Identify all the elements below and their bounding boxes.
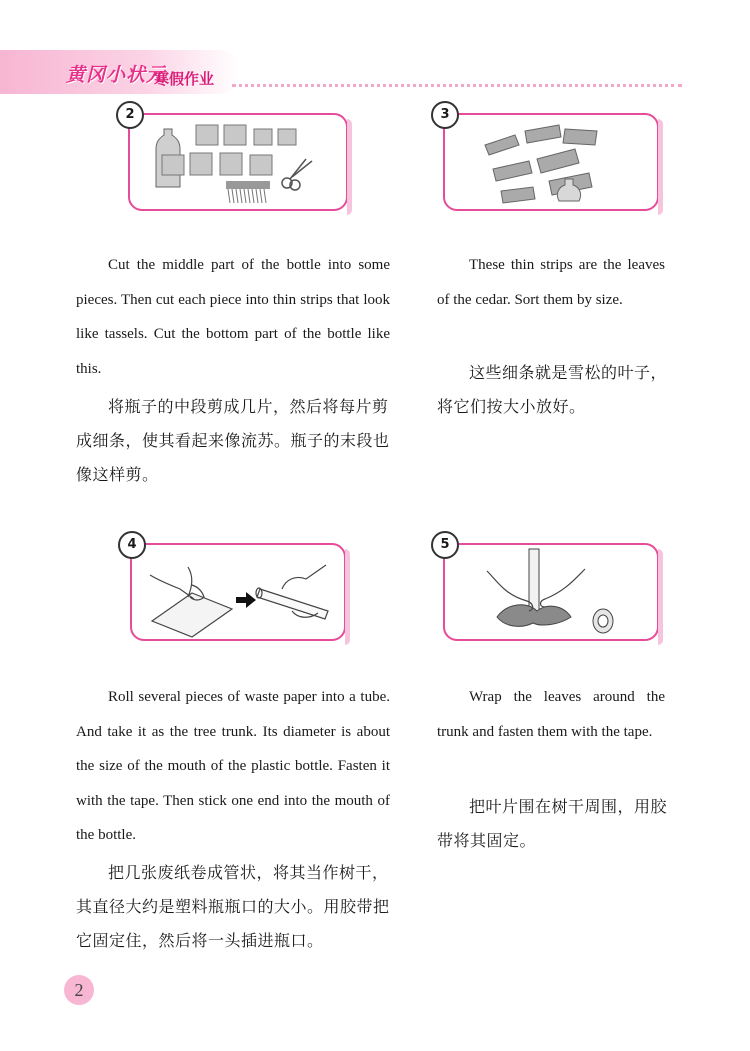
brand-logo: 黄冈小状元: [66, 64, 167, 86]
step-5-english-text: Wrap the leaves around the trunk and fasten them with the tape.: [437, 689, 665, 740]
step-4-chinese-text: 把几张废纸卷成管状，将其当作树干，其直径大约是塑料瓶瓶口的大小。用胶带把它固定住，然后将一头插进瓶口。: [76, 863, 390, 950]
rolling-paper-illustration: [132, 545, 344, 639]
step-2-english-text: Cut the middle part of the bottle into some pieces. Then cut each piece into thin strips that look like tassels. Cut the bottom part of the bottle like this.: [76, 257, 390, 377]
step-2-illustration-frame: [125, 107, 348, 211]
step-5-illustration-frame: [440, 537, 659, 641]
step-3-english-text: These thin strips are the leaves of the cedar. Sort them by size.: [437, 257, 665, 308]
step-2-number: 2: [116, 101, 144, 129]
bottle-pieces-illustration: [130, 115, 346, 209]
wrapping-leaves-illustration: [445, 545, 657, 639]
step-5-number: 5: [431, 531, 459, 559]
step-4-number: 4: [118, 531, 146, 559]
step-3-number: 3: [431, 101, 459, 129]
section-title: 寒假作业: [154, 70, 215, 88]
step-5-chinese-text: 把叶片围在树干周围，用胶带将其固定。: [437, 797, 668, 850]
sorted-leaves-illustration: [445, 115, 657, 209]
step-2-chinese-text: 将瓶子的中段剪成几片，然后将每片剪成细条，使其看起来像流苏。瓶子的末段也像这样剪。: [76, 397, 390, 484]
step-3-illustration-frame: [440, 107, 659, 211]
page-header: [0, 40, 750, 110]
header-dotted-rule: [232, 84, 682, 87]
step-4-english-text: Roll several pieces of waste paper into a tube. And take it as the tree trunk. Its diameter is about the size of the mouth of the plastic bottle. Fasten it with the tape. Then stick one end into the mouth of the bottle.: [76, 689, 390, 843]
step-3-chinese-text: 这些细条就是雪松的叶子，将它们按大小放好。: [437, 363, 668, 416]
step-4-illustration-frame: [127, 537, 346, 641]
page-number: 2: [64, 975, 94, 1005]
